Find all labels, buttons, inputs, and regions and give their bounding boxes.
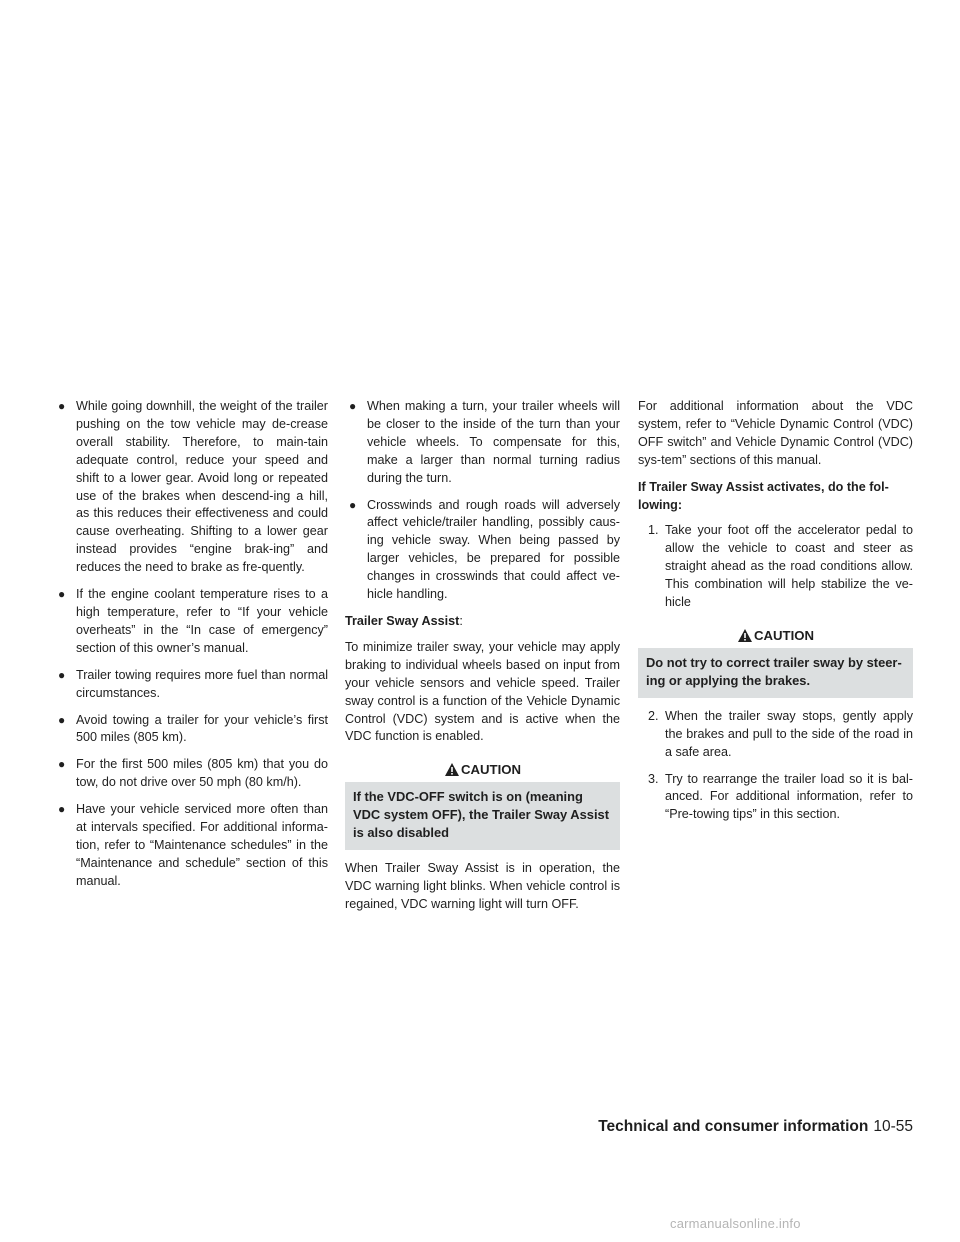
- list-item: [345, 398, 620, 488]
- trailer-sway-assist-heading: [345, 613, 620, 631]
- bullet-icon: ●: [58, 587, 66, 602]
- list-item: [54, 712, 328, 748]
- warning-triangle-icon: [444, 762, 460, 777]
- steps-list: [638, 708, 913, 824]
- bullet-icon: ●: [58, 399, 66, 413]
- list-item-text: If the engine coolant temperature rises to a high temperature, refer to “If your vehicle overheats” in the “In case of emergency” section of this owner’s manual.: [76, 587, 328, 655]
- bullet-icon: ●: [58, 667, 66, 682]
- caution-title: CAUTION: [753, 627, 815, 643]
- bullet-icon: ●: [58, 802, 66, 817]
- list-item: [54, 398, 328, 577]
- list-item-text: Have your vehicle serviced more often than at intervals specified. For additional informa-tion, refer to “Maintenance schedules” in the “Maintenance and schedule” section of this manual.: [76, 802, 328, 888]
- step-text: When the trailer sway stops, gently apply the brakes and pull to the side of the road in a safe area.: [665, 708, 913, 759]
- list-item-text: Trailer towing requires more fuel than normal circumstances.: [76, 667, 328, 700]
- list-item-text: Crosswinds and rough roads will adversely affect vehicle/trailer handling, possibly caus-ing vehicle sway. When being passed by larger vehicles, be prepared for possible changes in crosswinds that could affect ve-hicle handling.: [367, 497, 620, 602]
- watermark: carmanualsonline.info: [670, 1216, 801, 1231]
- warning-triangle-icon: [737, 628, 753, 643]
- page-number: 10-55: [873, 1118, 913, 1135]
- bullet-list: [345, 398, 620, 604]
- step-item: [638, 522, 913, 612]
- step-item: [638, 708, 913, 762]
- paragraph: To minimize trailer sway, your vehicle may apply braking to individual wheels based on input from your vehicle sensors and vehicle speed. Trailer sway control is a function of the Vehicle Dynamic Control (VDC) system and is active when the VDC function is enabled.: [345, 639, 620, 744]
- bullet-icon: ●: [349, 497, 357, 512]
- list-item-text: For the first 500 miles (805 km) that you do tow, do not drive over 50 mph (80 km/h).: [76, 757, 328, 790]
- list-item: [54, 756, 328, 792]
- bullet-list: [54, 398, 328, 891]
- caution-box: [345, 758, 620, 850]
- list-item: [54, 667, 328, 703]
- caution-box: [638, 624, 913, 698]
- step-text: Try to rearrange the trailer load so it is bal-anced. For additional information, refer to “Pre-towing tips” in this section.: [665, 771, 913, 822]
- paragraph: For additional information about the VDC system, refer to “Vehicle Dynamic Control (VDC) OFF switch” and Vehicle Dynamic Control (VDC) sys-tem” sections of this manual.: [638, 399, 913, 467]
- column-3: [638, 398, 913, 833]
- section-title: Technical and consumer information: [598, 1118, 869, 1135]
- bullet-icon: ●: [349, 399, 357, 413]
- column-1: [54, 398, 328, 900]
- steps-list: [638, 522, 913, 612]
- step-number: 3.: [648, 771, 659, 786]
- list-item: [54, 586, 328, 658]
- paragraph: When Trailer Sway Assist is in operation, the VDC warning light blinks. When vehicle control is regained, VDC warning light will turn OFF.: [345, 861, 620, 911]
- list-item-text: Avoid towing a trailer for your vehicle’s first 500 miles (805 km).: [76, 712, 328, 745]
- list-item: [345, 497, 620, 604]
- list-item-text: While going downhill, the weight of the trailer pushing on the tow vehicle may de-crease overall stability. Therefore, to main-tain adequate control, reduce your speed and shift to a lower gear. Avoid long or repeated use of the brakes when descend-ing a hill, as this reduces their effectiveness and could cause overheating. Shifting to a lower gear instead provides “engine brak-ing” and reduces the need to brake as fre-quently.: [76, 399, 328, 575]
- step-text: Take your foot off the accelerator pedal to allow the vehicle to coast and steer as straight ahead as the road conditions allow. This combination will help stabilize the ve-hicle: [665, 523, 913, 610]
- caution-header: [638, 624, 913, 648]
- list-item-text: When making a turn, your trailer wheels will be closer to the inside of the turn than your vehicle wheels. To compensate for this, make a larger than normal turning radius during the turn.: [367, 399, 620, 485]
- step-item: [638, 771, 913, 825]
- heading-text: Trailer Sway Assist: [345, 613, 460, 628]
- caution-text: If the VDC-OFF switch is on (meaning VDC system OFF), the Trailer Sway Assist is also disabled: [345, 782, 620, 850]
- column-2: [345, 398, 620, 923]
- step-number: 1.: [648, 523, 659, 538]
- step-number: 2.: [648, 708, 659, 723]
- bullet-icon: ●: [58, 712, 66, 727]
- list-item: [54, 801, 328, 891]
- caution-title: CAUTION: [460, 762, 522, 778]
- if-trailer-sway-heading: If Trailer Sway Assist activates, do the fol-lowing:: [638, 479, 889, 512]
- heading-suffix: :: [459, 613, 463, 628]
- caution-header: [345, 758, 620, 782]
- caution-text: Do not try to correct trailer sway by steer-ing or applying the brakes.: [638, 648, 913, 698]
- page-footer: [598, 1118, 913, 1136]
- bullet-icon: ●: [58, 757, 66, 772]
